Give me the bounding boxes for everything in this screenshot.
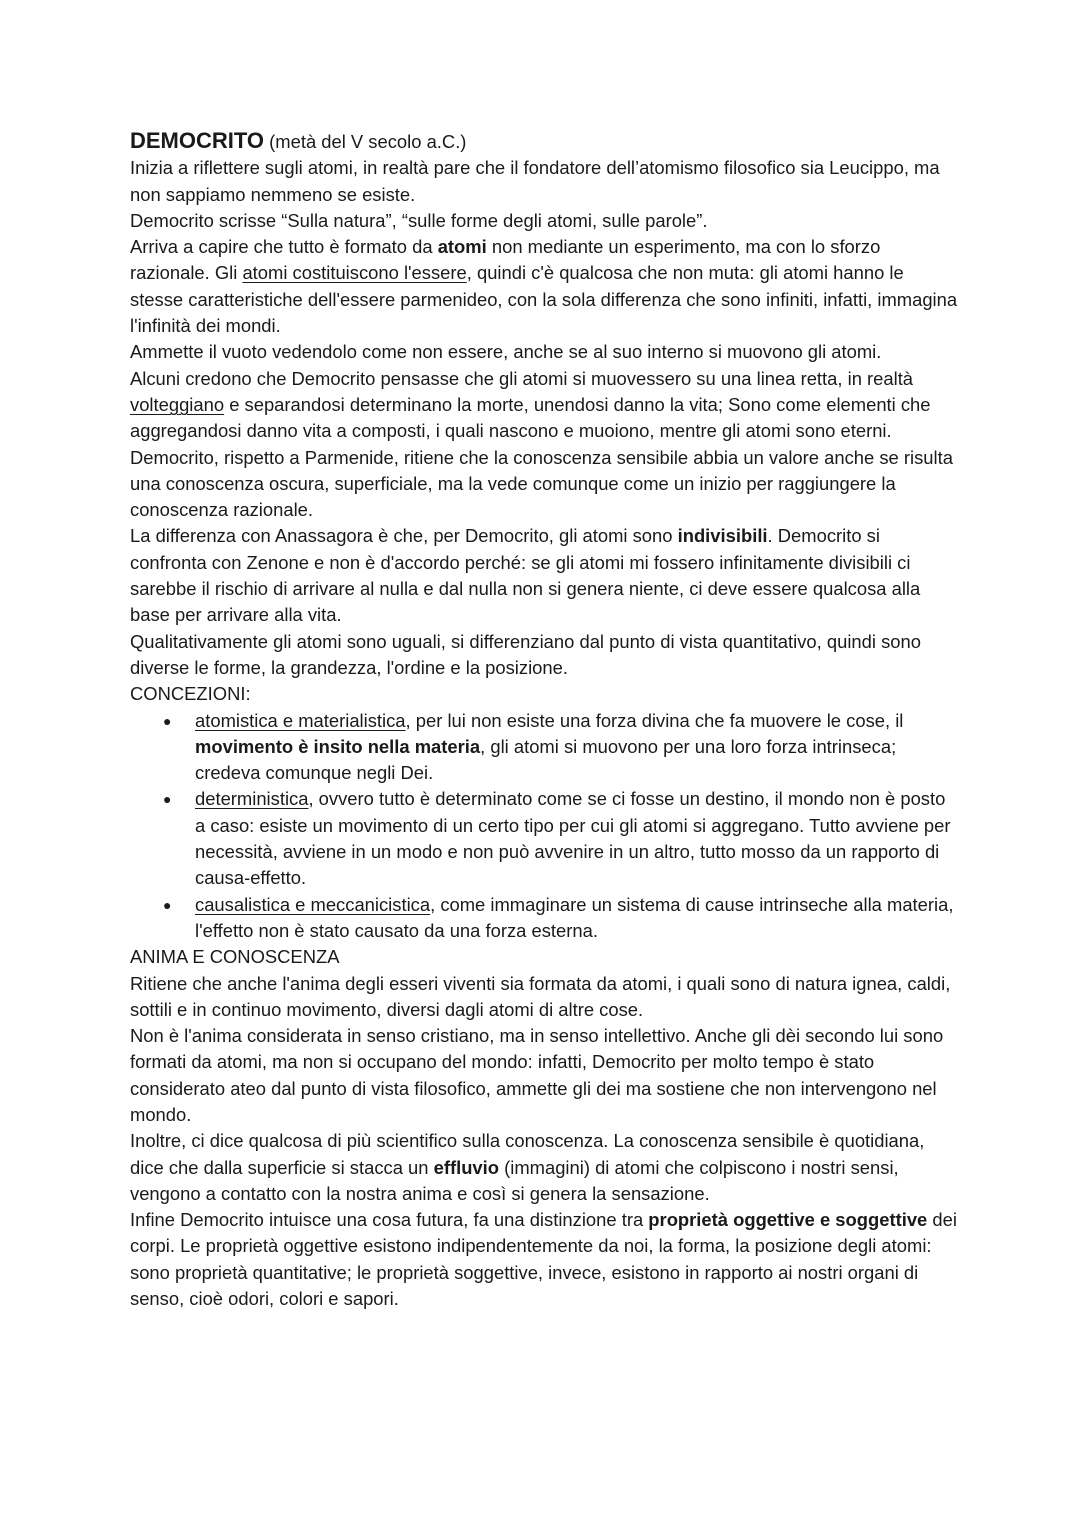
- underlined-atomi-essere: atomi costituiscono l'essere: [242, 262, 467, 284]
- list-item: ● atomistica e materialistica, per lui non esiste una forza divina che fa muovere le cose, il movimento è insito nella materia, gli atomi si muovono per una loro forza intrinseca; credeva comunque negli Dei.: [195, 708, 960, 787]
- concezioni-list: [130, 708, 960, 945]
- bold-term-indivisibili: indivisibili: [677, 525, 768, 547]
- subtitle: (metà del V secolo a.C.): [264, 131, 467, 152]
- bold-term-proprieta: proprietà oggettive e soggettive: [648, 1209, 928, 1231]
- paragraph-quantitative: Qualitativamente gli atomi sono uguali, si differenziano dal punto di vista quantitativo, quindi sono diverse le forme, la grandezza, l'ordine e la posizione.: [130, 630, 921, 678]
- paragraph-gods: Non è l'anima considerata in senso cristiano, ma in senso intellettivo. Anche gli dèi secondo lui sono formati da atomi, ma non si occupano del mondo: infatti, Democrito per molto tempo è stato considerato ateo dal punto di vista filosofico, ammette gli dei ma sostiene che non intervengono nel mondo.: [130, 1025, 944, 1125]
- heading-anima-conoscenza: ANIMA E CONOSCENZA: [130, 946, 340, 968]
- document-page: [130, 128, 960, 1312]
- paragraph-void: Ammette il vuoto vedendolo come non essere, anche se al suo interno si muovono gli atomi.: [130, 341, 882, 363]
- paragraph-effluvio: Inoltre, ci dice qualcosa di più scientifico sulla conoscenza. La conoscenza sensibile è quotidiana, dice che dalla superficie si stacca un effluvio (immagini) di atomi che colpiscono i nostri sensi, vengono a contatto con la nostra anima e così si genera la sensazione.: [130, 1130, 925, 1204]
- paragraph-knowledge: Democrito, rispetto a Parmenide, ritiene che la conoscenza sensibile abbia un valore anche se risulta una conoscenza oscura, superficiale, ma la vede comunque come un inizio per raggiungere la conoscenza razionale.: [130, 446, 953, 521]
- paragraph-properties: Infine Democrito intuisce una cosa futura, fa una distinzione tra proprietà oggettive e soggettive dei corpi. Le proprietà oggettive esistono indipendentemente da noi, la forma, la posizione degli atomi: sono proprietà quantitative; le proprietà soggettive, invece, esistono in rapporto ai nostri organi di senso, cioè odori, colori e sapori.: [130, 1209, 957, 1310]
- paragraph-works: Democrito scrisse “Sulla natura”, “sulle forme degli atomi, sulle parole”.: [130, 209, 708, 231]
- list-item: ● causalistica e meccanicistica, come immaginare un sistema di cause intrinseche alla materia, l'effetto non è stato causato da una forza esterna.: [195, 892, 960, 945]
- bold-term-effluvio: effluvio: [433, 1156, 500, 1178]
- title: DEMOCRITO: [130, 128, 265, 153]
- paragraph-atoms: Arriva a capire che tutto è formato da atomi non mediante un esperimento, ma con lo sforzo razionale. Gli atomi costituiscono l'essere, quindi c'è qualcosa che non muta: gli atomi hanno le stesse caratteristiche dell'essere parmenideo, con la sola differenza che sono infiniti, infatti, immagina l'infinità dei mondi.: [130, 236, 958, 337]
- paragraph-intro: Inizia a riflettere sugli atomi, in realtà pare che il fondatore dell’atomismo filosofico sia Leucippo, ma non sappiamo nemmeno se esiste.: [130, 157, 940, 205]
- paragraph-movement: Alcuni credono che Democrito pensasse che gli atomi si muovessero su una linea retta, in realtà volteggiano e separandosi determinano la morte, unendosi danno la vita; Sono come elementi che aggregandosi danno vita a composti, i quali nascono e muoiono, mentre gli atomi sono eterni.: [130, 367, 931, 442]
- underlined-volteggiano: volteggiano: [130, 393, 225, 415]
- paragraph-anassagora: La differenza con Anassagora è che, per Democrito, gli atomi sono indivisibili. Democrito si confronta con Zenone e non è d'accordo perché: se gli atomi mi fossero infinitamente divisibili ci sarebbe il rischio di arrivare al nulla e dal nulla non si genera niente, ci deve essere qualcosa alla base per arrivare alla vita.: [130, 525, 921, 626]
- title-line: [130, 128, 960, 155]
- paragraph-soul: Ritiene che anche l'anima degli esseri viventi sia formata da atomi, i quali sono di natura ignea, caldi, sottili e in continuo movimento, diversi dagli atomi di altre cose.: [130, 972, 951, 1020]
- heading-concezioni: CONCEZIONI:: [130, 683, 251, 705]
- list-item: ● deterministica, ovvero tutto è determinato come se ci fosse un destino, il mondo non è posto a caso: esiste un movimento di un certo tipo per cui gli atomi si aggregano. Tutto avviene per necessità, avviene in un modo e non può avvenire in un altro, tutto mosso da un rapporto di causa-effetto.: [195, 786, 960, 891]
- bold-term-atomi: atomi: [437, 236, 487, 258]
